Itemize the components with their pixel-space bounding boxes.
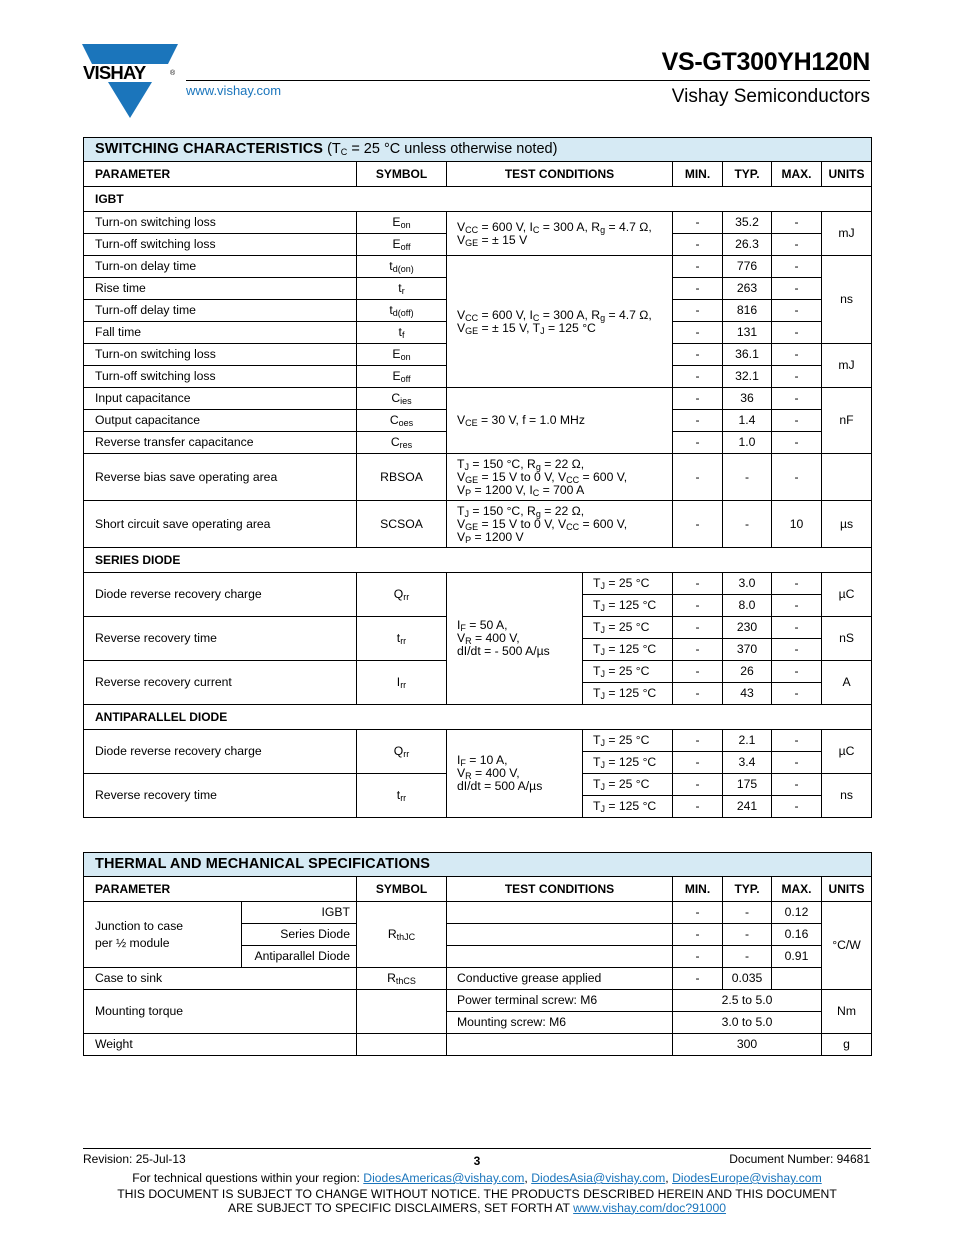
- unit-cell: [822, 454, 872, 501]
- header-rule: [186, 80, 870, 81]
- contact-prefix: For technical questions within your region:: [132, 1171, 364, 1185]
- test-condition-cell: $I_F = 10$ A, $V_R = 400$ V, dI/dt = 500 A/µs: [447, 730, 583, 818]
- unit-cell: µs: [822, 501, 872, 548]
- min-cell: -: [673, 968, 723, 990]
- param-cell: Reverse bias save operating area: [84, 454, 357, 501]
- typ-cell: 131: [723, 322, 772, 344]
- min-cell: -: [673, 501, 723, 548]
- value-cell: 3.0 to 5.0: [673, 1012, 822, 1034]
- max-cell: -: [772, 730, 822, 752]
- table-title-row: [84, 853, 872, 877]
- col-test-conditions: TEST CONDITIONS: [447, 162, 673, 187]
- param-cell: Fall time: [84, 322, 357, 344]
- min-cell: -: [673, 256, 723, 278]
- typ-cell: 2.1: [723, 730, 772, 752]
- min-cell: -: [673, 410, 723, 432]
- switching-characteristics-table: [83, 137, 872, 818]
- typ-cell: 0.035: [723, 968, 772, 990]
- thermal-mechanical-table: [83, 852, 872, 1056]
- min-cell: -: [673, 752, 723, 774]
- page-number: 3: [473, 1154, 481, 1168]
- title-condition: = 25 °C unless otherwise noted): [351, 141, 558, 157]
- column-header-row: [84, 877, 872, 902]
- min-cell: -: [673, 946, 723, 968]
- typ-cell: 816: [723, 300, 772, 322]
- max-cell: -: [772, 234, 822, 256]
- col-min: MIN.: [673, 162, 723, 187]
- max-cell: 0.16: [772, 924, 822, 946]
- col-symbol: SYMBOL: [357, 877, 447, 902]
- typ-cell: -: [723, 501, 772, 548]
- typ-cell: -: [723, 924, 772, 946]
- param-cell: Turn-on delay time: [84, 256, 357, 278]
- symbol-cell: $t_{d(off)}$: [357, 300, 447, 322]
- table-row: [84, 730, 872, 752]
- tj-cell: $T_J = 125$ °C: [583, 639, 673, 661]
- param-cell: Weight: [84, 1034, 357, 1056]
- typ-cell: 263: [723, 278, 772, 300]
- col-max: MAX.: [772, 877, 822, 902]
- typ-cell: 1.0: [723, 432, 772, 454]
- max-cell: -: [772, 454, 822, 501]
- max-cell: -: [772, 212, 822, 234]
- symbol-cell: $C_{oes}$: [357, 410, 447, 432]
- test-condition-cell: Conductive grease applied: [447, 968, 673, 990]
- table-row: [84, 212, 872, 234]
- param-cell: Turn-off switching loss: [84, 366, 357, 388]
- test-condition-cell: [447, 946, 673, 968]
- unit-cell: Nm: [822, 990, 872, 1034]
- typ-cell: 241: [723, 796, 772, 818]
- typ-cell: 26.3: [723, 234, 772, 256]
- max-cell: -: [772, 388, 822, 410]
- typ-cell: 3.0: [723, 573, 772, 595]
- param-cell: Output capacitance: [84, 410, 357, 432]
- min-cell: -: [673, 796, 723, 818]
- typ-cell: 8.0: [723, 595, 772, 617]
- unit-cell: A: [822, 661, 872, 705]
- test-condition-cell: $I_F = 50$ A, $V_R = 400$ V, dI/dt = - 500 A/µs: [447, 573, 583, 705]
- min-cell: -: [673, 661, 723, 683]
- max-cell: -: [772, 432, 822, 454]
- max-cell: -: [772, 573, 822, 595]
- unit-cell: ns: [822, 256, 872, 344]
- unit-cell: nF: [822, 388, 872, 454]
- jc-series-label: Series Diode: [242, 924, 357, 946]
- max-cell: -: [772, 366, 822, 388]
- tj-cell: $T_J = 25$ °C: [583, 617, 673, 639]
- max-cell: 0.91: [772, 946, 822, 968]
- test-condition-cell: $V_{CE} = 30$ V, f = 1.0 MHz: [447, 388, 673, 454]
- contact-line: [0, 1171, 954, 1185]
- value-cell: 300: [673, 1034, 822, 1056]
- typ-cell: 175: [723, 774, 772, 796]
- param-cell: Turn-off switching loss: [84, 234, 357, 256]
- param-cell: Input capacitance: [84, 388, 357, 410]
- min-cell: -: [673, 344, 723, 366]
- symbol-cell: $E_{on}$: [357, 212, 447, 234]
- min-cell: -: [673, 432, 723, 454]
- table-title: [84, 138, 872, 162]
- param-cell: Diode reverse recovery charge: [84, 730, 357, 774]
- col-max: MAX.: [772, 162, 822, 187]
- typ-cell: -: [723, 902, 772, 924]
- max-cell: -: [772, 410, 822, 432]
- param-cell: Reverse recovery time: [84, 774, 357, 818]
- website-link[interactable]: www.vishay.com: [186, 83, 282, 98]
- disclaimer-link[interactable]: www.vishay.com/doc?91000: [573, 1200, 727, 1215]
- tj-cell: $T_J = 125$ °C: [583, 796, 673, 818]
- param-cell: Reverse transfer capacitance: [84, 432, 357, 454]
- symbol-cell: $t_r$: [357, 278, 447, 300]
- unit-cell: °C/W: [822, 902, 872, 990]
- max-cell: -: [772, 683, 822, 705]
- max-cell: -: [772, 256, 822, 278]
- logo-triangle: [108, 82, 152, 118]
- symbol-cell: $t_f$: [357, 322, 447, 344]
- max-cell: -: [772, 617, 822, 639]
- tj-cell: $T_J = 25$ °C: [583, 774, 673, 796]
- tj-cell: $T_J = 25$ °C: [583, 573, 673, 595]
- vishay-logo: [82, 42, 178, 120]
- symbol-cell: $I_{rr}$: [357, 661, 447, 705]
- symbol-cell: $Q_{rr}$: [357, 573, 447, 617]
- param-cell: Short circuit save operating area: [84, 501, 357, 548]
- symbol-cell: [357, 1034, 447, 1056]
- section-row: [84, 548, 872, 573]
- document-number: Document Number: 94681: [729, 1152, 870, 1166]
- symbol-cell: RBSOA: [357, 454, 447, 501]
- min-cell: -: [673, 212, 723, 234]
- symbol-cell: $E_{off}$: [357, 234, 447, 256]
- typ-cell: 26: [723, 661, 772, 683]
- max-cell: -: [772, 595, 822, 617]
- jc-igbt-label: IGBT: [242, 902, 357, 924]
- unit-cell: µC: [822, 730, 872, 774]
- tj-cell: $T_J = 25$ °C: [583, 661, 673, 683]
- col-min: MIN.: [673, 877, 723, 902]
- param-cell: Diode reverse recovery charge: [84, 573, 357, 617]
- col-typ: TYP.: [723, 877, 772, 902]
- table-row: [84, 501, 872, 548]
- min-cell: -: [673, 278, 723, 300]
- logo-top-band: [82, 44, 178, 64]
- section-row: [84, 705, 872, 730]
- disclaimer: [0, 1188, 954, 1215]
- table-row: [84, 454, 872, 501]
- typ-cell: -: [723, 946, 772, 968]
- tj-cell: $T_J = 25$ °C: [583, 730, 673, 752]
- table-row: [84, 573, 872, 595]
- typ-cell: 36.1: [723, 344, 772, 366]
- unit-cell: nS: [822, 617, 872, 661]
- col-symbol: SYMBOL: [357, 162, 447, 187]
- symbol-cell: $Q_{rr}$: [357, 730, 447, 774]
- value-cell: 2.5 to 5.0: [673, 990, 822, 1012]
- max-cell: -: [772, 752, 822, 774]
- logo-text: VISHAY: [83, 62, 146, 83]
- min-cell: -: [673, 683, 723, 705]
- section-row: [84, 187, 872, 212]
- tj-cell: $T_J = 125$ °C: [583, 683, 673, 705]
- typ-cell: -: [723, 454, 772, 501]
- typ-cell: 370: [723, 639, 772, 661]
- min-cell: -: [673, 924, 723, 946]
- revision-date: Revision: 25-Jul-13: [83, 1152, 186, 1166]
- min-cell: -: [673, 902, 723, 924]
- symbol-cell: $R_{thJC}$: [357, 902, 447, 968]
- table-row: [84, 1034, 872, 1056]
- symbol-cell: $t_{rr}$: [357, 617, 447, 661]
- col-units: UNITS: [822, 877, 872, 902]
- min-cell: -: [673, 617, 723, 639]
- test-condition-cell: Mounting screw: M6: [447, 1012, 673, 1034]
- typ-cell: 32.1: [723, 366, 772, 388]
- max-cell: -: [772, 278, 822, 300]
- param-cell: Turn-on switching loss: [84, 344, 357, 366]
- min-cell: -: [673, 730, 723, 752]
- section-series-diode: SERIES DIODE: [84, 548, 872, 573]
- param-cell: Turn-off delay time: [84, 300, 357, 322]
- test-condition-cell: Power terminal screw: M6: [447, 990, 673, 1012]
- column-header-row: [84, 162, 872, 187]
- param-cell: Reverse recovery current: [84, 661, 357, 705]
- max-cell: -: [772, 774, 822, 796]
- table-row: [84, 990, 872, 1012]
- symbol-cell: $t_{rr}$: [357, 774, 447, 818]
- table-title-row: [84, 138, 872, 162]
- min-cell: -: [673, 774, 723, 796]
- unit-cell: g: [822, 1034, 872, 1056]
- table-row: [84, 256, 872, 278]
- test-condition-cell: $T_J = 150$ °C, $R_g = 22$ Ω, $V_{GE} = 15$ V to 0 V, $V_{CC} = 600$ V, $V_P = 1200$ V: [447, 501, 673, 548]
- min-cell: -: [673, 388, 723, 410]
- min-cell: -: [673, 366, 723, 388]
- section-antiparallel-diode: ANTIPARALLEL DIODE: [84, 705, 872, 730]
- test-condition-cell: $V_{CC} = 600$ V, $I_C = 300$ A, $R_g = 4.7$ Ω, $V_{GE}$ = ± 15 V: [447, 212, 673, 256]
- part-number-title: VS-GT300YH120N: [661, 48, 870, 76]
- param-cell: Case to sink: [84, 968, 357, 990]
- param-cell: Mounting torque: [84, 990, 357, 1034]
- typ-cell: 1.4: [723, 410, 772, 432]
- symbol-cell: $R_{thCS}$: [357, 968, 447, 990]
- col-units: UNITS: [822, 162, 872, 187]
- test-condition-cell: [447, 1034, 673, 1056]
- max-cell: [772, 968, 822, 990]
- min-cell: -: [673, 595, 723, 617]
- email-europe-link[interactable]: DiodesEurope@vishay.com: [672, 1171, 822, 1185]
- separator: ,: [524, 1171, 532, 1185]
- min-cell: -: [673, 454, 723, 501]
- title-sub: C: [340, 147, 348, 157]
- footer-rule: [83, 1148, 871, 1149]
- max-cell: -: [772, 639, 822, 661]
- col-parameter: PARAMETER: [84, 162, 357, 187]
- min-cell: -: [673, 300, 723, 322]
- symbol-cell: $C_{ies}$: [357, 388, 447, 410]
- test-condition-cell: $T_J = 150$ °C, $R_g = 22$ Ω, $V_{GE} = 15$ V to 0 V, $V_{CC} = 600$ V, $V_P = 1200$ V, $I_C = 700$ A: [447, 454, 673, 501]
- max-cell: -: [772, 322, 822, 344]
- min-cell: -: [673, 639, 723, 661]
- email-americas-link[interactable]: DiodesAmericas@vishay.com: [363, 1171, 525, 1185]
- typ-cell: 776: [723, 256, 772, 278]
- symbol-cell: [357, 990, 447, 1034]
- typ-cell: 43: [723, 683, 772, 705]
- jc-anti-label: Antiparallel Diode: [242, 946, 357, 968]
- email-asia-link[interactable]: DiodesAsia@vishay.com: [531, 1171, 666, 1185]
- max-cell: -: [772, 661, 822, 683]
- test-condition-cell: [447, 924, 673, 946]
- tj-cell: $T_J = 125$ °C: [583, 752, 673, 774]
- unit-cell: µC: [822, 573, 872, 617]
- junction-to-case-label: Junction to case per ½ module: [84, 902, 242, 968]
- table-row: [84, 902, 872, 924]
- symbol-cell: $E_{off}$: [357, 366, 447, 388]
- typ-cell: 35.2: [723, 212, 772, 234]
- logo-registered-mark: ®: [170, 70, 176, 77]
- test-condition-cell: [447, 902, 673, 924]
- param-cell: Reverse recovery time: [84, 617, 357, 661]
- param-cell: Turn-on switching loss: [84, 212, 357, 234]
- disclaimer-line-1: THIS DOCUMENT IS SUBJECT TO CHANGE WITHOUT NOTICE. THE PRODUCTS DESCRIBED HEREIN AND THIS DOCUMENT: [117, 1187, 837, 1201]
- typ-cell: 36: [723, 388, 772, 410]
- tj-cell: $T_J = 125$ °C: [583, 595, 673, 617]
- table-title-bold: SWITCHING CHARACTERISTICS: [95, 141, 324, 157]
- max-cell: 0.12: [772, 902, 822, 924]
- unit-cell: ns: [822, 774, 872, 818]
- col-test-conditions: TEST CONDITIONS: [447, 877, 673, 902]
- max-cell: -: [772, 344, 822, 366]
- table-row: [84, 388, 872, 410]
- param-cell: Rise time: [84, 278, 357, 300]
- max-cell: 10: [772, 501, 822, 548]
- company-name: Vishay Semiconductors: [671, 86, 870, 107]
- table-row: [84, 968, 872, 990]
- disclaimer-line-2: ARE SUBJECT TO SPECIFIC DISCLAIMERS, SET FORTH AT: [227, 1200, 574, 1215]
- section-igbt: IGBT: [84, 187, 872, 212]
- title-open: (T: [327, 141, 341, 157]
- unit-cell: mJ: [822, 212, 872, 256]
- symbol-cell: $t_{d(on)}$: [357, 256, 447, 278]
- max-cell: -: [772, 796, 822, 818]
- separator: ,: [665, 1171, 673, 1185]
- symbol-cell: $C_{res}$: [357, 432, 447, 454]
- min-cell: -: [673, 322, 723, 344]
- min-cell: -: [673, 573, 723, 595]
- typ-cell: 230: [723, 617, 772, 639]
- col-typ: TYP.: [723, 162, 772, 187]
- unit-cell: mJ: [822, 344, 872, 388]
- min-cell: -: [673, 234, 723, 256]
- max-cell: -: [772, 300, 822, 322]
- typ-cell: 3.4: [723, 752, 772, 774]
- col-parameter: PARAMETER: [84, 877, 357, 902]
- table-title: THERMAL AND MECHANICAL SPECIFICATIONS: [84, 853, 872, 877]
- symbol-cell: SCSOA: [357, 501, 447, 548]
- symbol-cell: $E_{on}$: [357, 344, 447, 366]
- test-condition-cell: $V_{CC} = 600$ V, $I_C = 300$ A, $R_g = 4.7$ Ω, $V_{GE}$ = ± 15 V, $T_J = 125$ °C: [447, 256, 673, 388]
